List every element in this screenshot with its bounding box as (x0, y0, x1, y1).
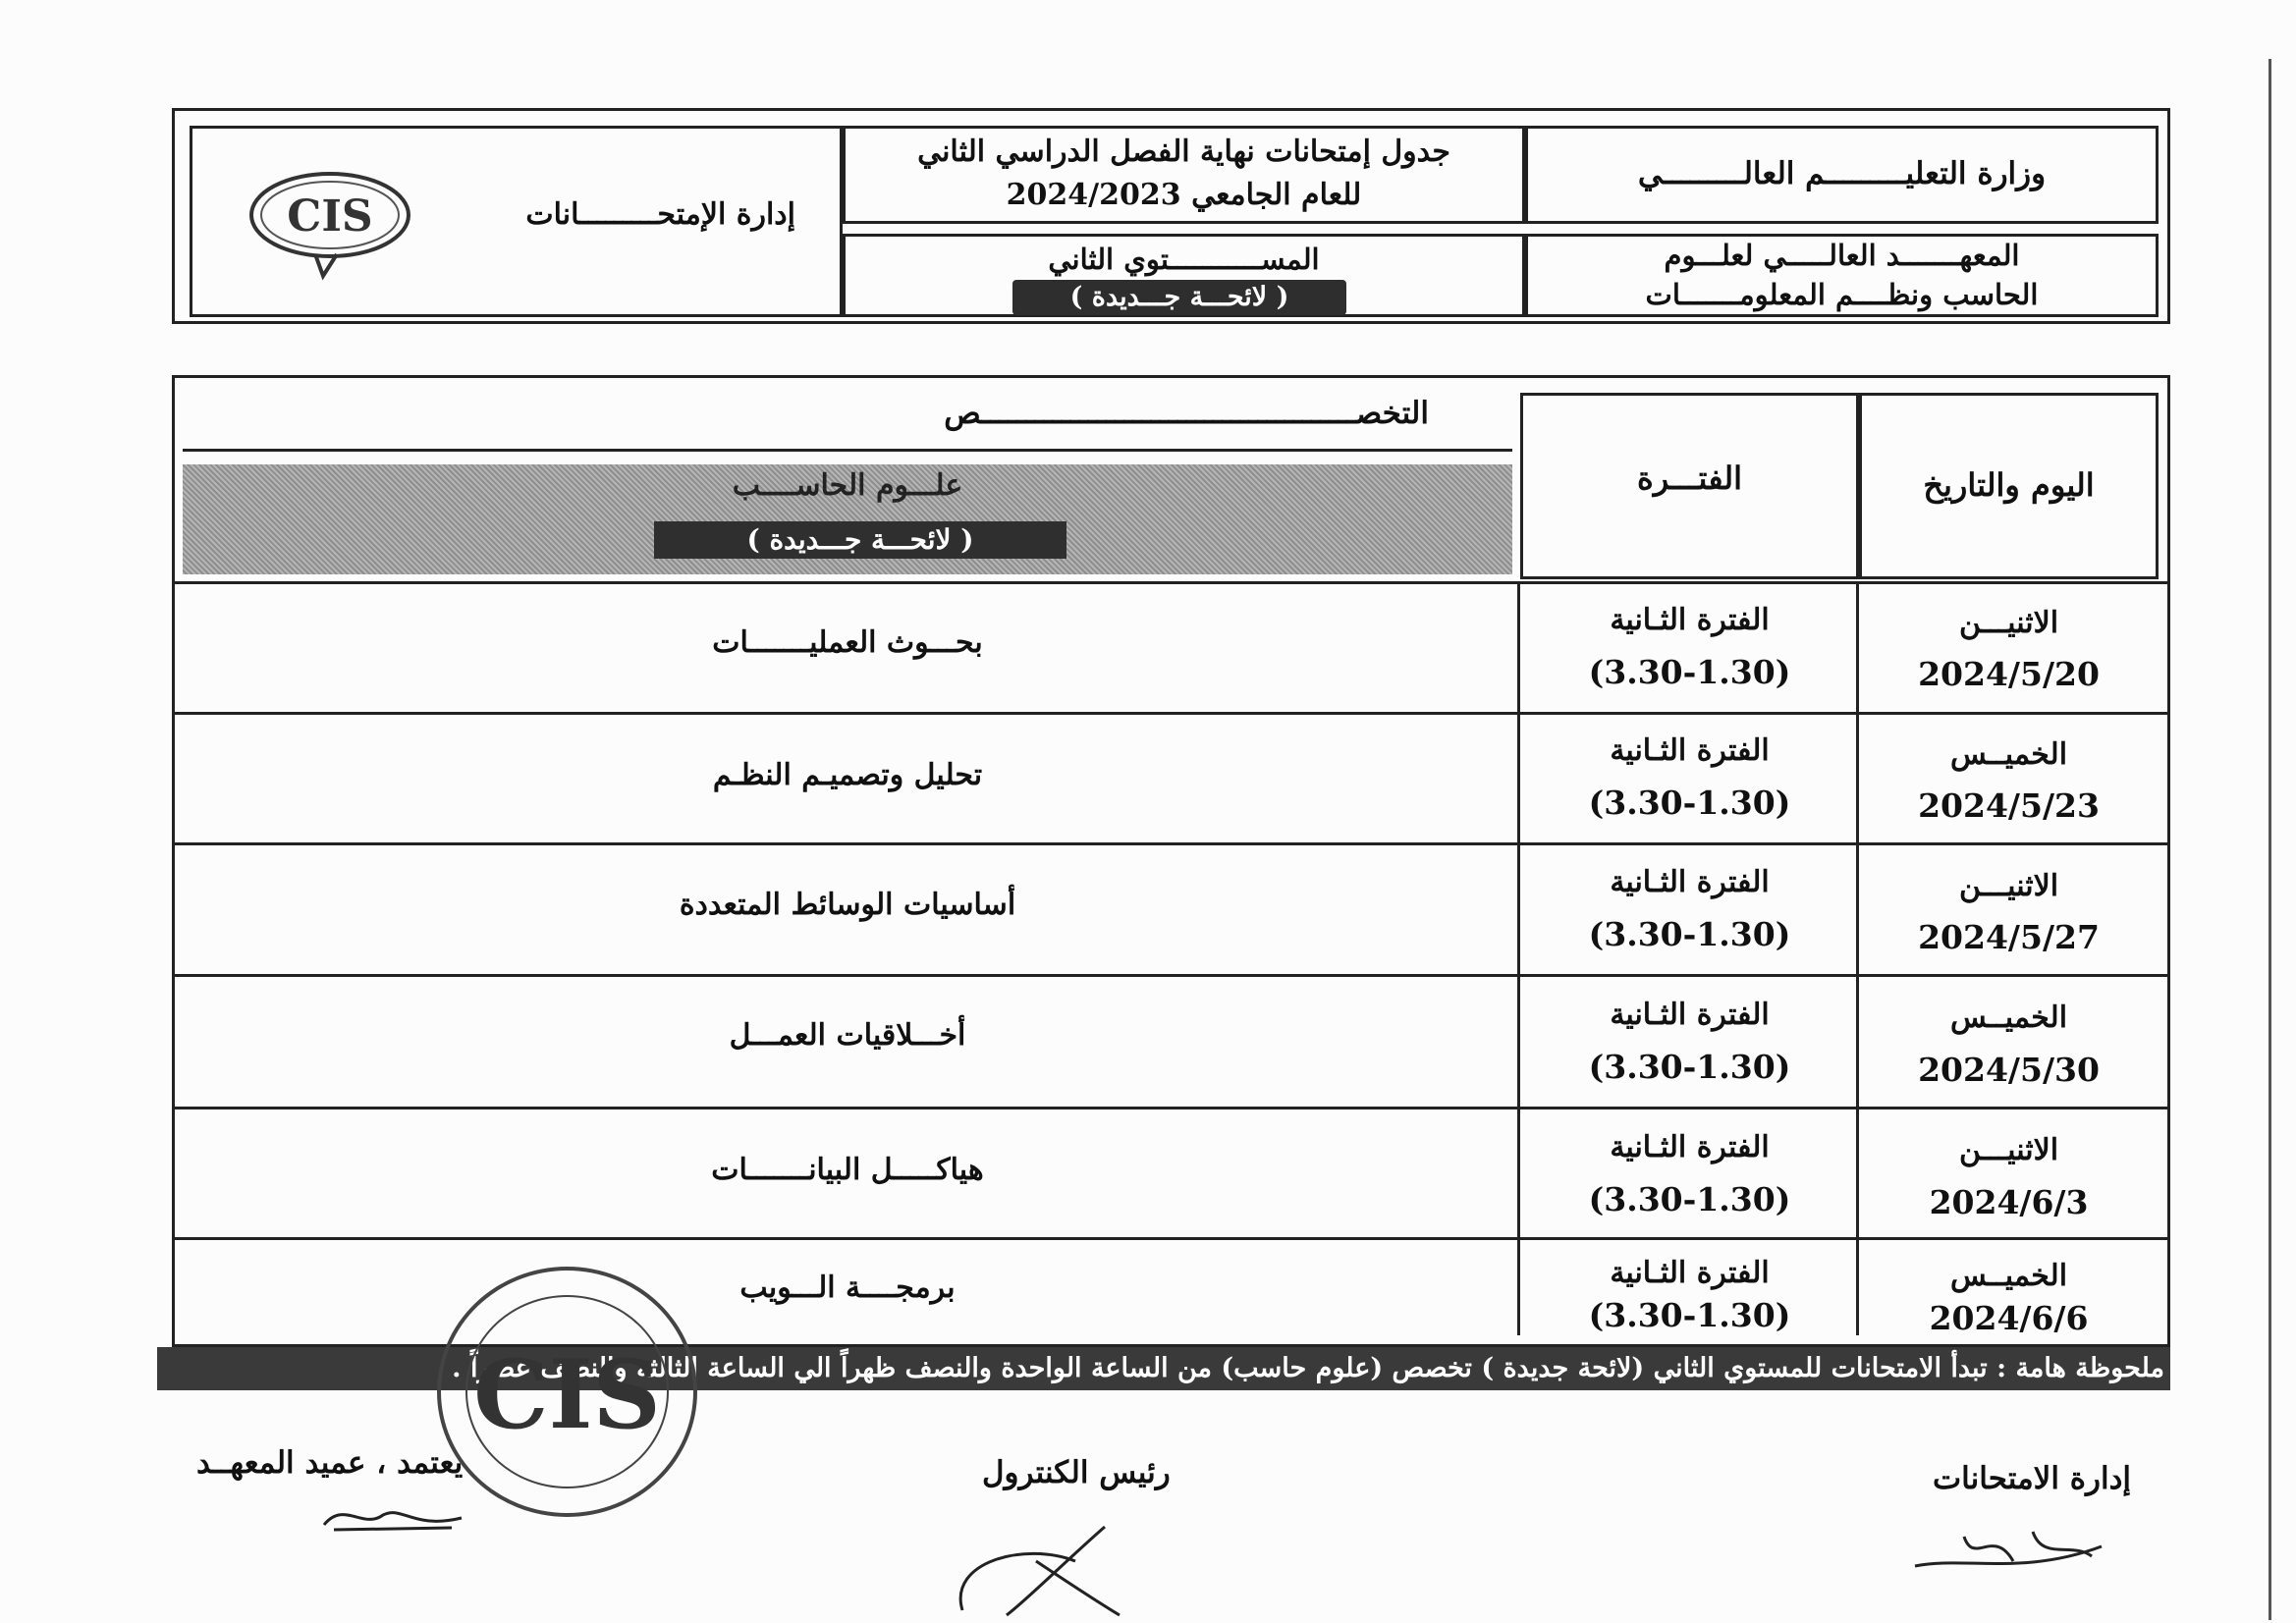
level-label: المســـــــــــتوي الثاني (1048, 243, 1320, 276)
row-date: 2024/6/3 (1929, 1183, 2089, 1221)
ministry-cell (1525, 126, 2159, 224)
row-period: الفترة الثـانية (1610, 733, 1770, 768)
row-separator (175, 712, 2167, 715)
col-header-spec: التخصــــــــــــــــــــــــــــــــــــــــــص (944, 396, 1429, 431)
row-day: الاثنيـــن (1958, 869, 2059, 903)
row-date: 2024/5/27 (1918, 918, 2100, 956)
col-header-date: اليوم والتاريخ (1923, 466, 2095, 504)
row-period: الفترة الثـانية (1610, 998, 1770, 1032)
date-header-cell (1859, 393, 2159, 579)
cis-logo (246, 168, 418, 258)
row-period: الفترة الثـانية (1610, 865, 1770, 899)
signature-dean: يعتمد ، عميد المعهــد (196, 1445, 464, 1481)
row-subject: هياكـــــل البيانـــــــات (711, 1153, 984, 1187)
row-date: 2024/5/30 (1918, 1051, 2100, 1089)
row-period: الفترة الثـانية (1610, 603, 1770, 637)
admin-cell (190, 126, 843, 317)
level-cell (843, 234, 1525, 317)
row-subject: بحـــوث العمليـــــــات (712, 625, 983, 660)
signature-scribble-admin (1905, 1517, 2131, 1586)
exam-schedule-table (172, 375, 2170, 1347)
important-note: ملحوظة هامة : تبدأ الامتحانات للمستوي الثاني (لائحة جديدة ) تخصص (علوم حاسب) من الساعة الواحدة والنصف ظهراً الي الساعة الثالثة والنصف عصراً . (157, 1347, 2170, 1390)
row-subject: أخـــلاقيات العمـــل (729, 1018, 966, 1053)
signature-control-head: رئيس الكنترول (982, 1455, 1171, 1490)
ministry-name: وزارة التعليـــــــــم العالـــــــــي (1637, 156, 2047, 191)
regulation-badge: ( لائحـــة جـــديدة ) (1012, 280, 1346, 315)
spec-name: علـــوم الحاســــب (732, 468, 963, 503)
exams-admin-label: إدارة الإمتحـــــــــانات (525, 197, 795, 232)
period-header-cell (1520, 393, 1859, 579)
row-time: (3.30-1.30) (1588, 784, 1791, 822)
spec-regulation-badge: ( لائحـــة جـــديدة ) (654, 521, 1066, 559)
row-separator (175, 842, 2167, 845)
row-date: 2024/5/23 (1918, 786, 2100, 825)
row-subject: أساسيات الوسائط المتعددة (679, 888, 1016, 922)
signature-exams-admin: إدارة الامتحانات (1933, 1461, 2131, 1496)
row-time: (3.30-1.30) (1588, 1180, 1791, 1218)
col-divider-1 (1517, 584, 1520, 1335)
title-cell (843, 126, 1525, 224)
col-header-period: الفتـــرة (1636, 460, 1743, 497)
row-subject: برمجــــة الـــويب (739, 1271, 956, 1305)
row-time: (3.30-1.30) (1588, 1296, 1791, 1334)
row-period: الفترة الثـانية (1610, 1130, 1770, 1164)
row-day: الاثنيـــن (1958, 1133, 2059, 1167)
row-time: (3.30-1.30) (1588, 653, 1791, 691)
row-time: (3.30-1.30) (1588, 915, 1791, 953)
row-separator (175, 1237, 2167, 1240)
row-day: الخميــس (1949, 1259, 2068, 1293)
row-separator (175, 974, 2167, 977)
signature-scribble-control (948, 1522, 1134, 1620)
row-date: 2024/5/20 (1918, 655, 2100, 693)
header-table (172, 108, 2170, 324)
academic-year: للعام الجامعي 2024/2023 (1006, 178, 1362, 212)
row-separator (175, 581, 2167, 584)
scan-edge-line (2269, 59, 2271, 1620)
row-day: الخميــس (1949, 737, 2068, 772)
row-day: الاثنيـــن (1958, 606, 2059, 640)
row-subject: تحليل وتصميـم النظـم (712, 758, 983, 792)
exam-title: جدول إمتحانات نهاية الفصل الدراسي الثاني (917, 135, 1450, 169)
spec-header-cell (175, 393, 1520, 579)
row-separator (175, 1107, 2167, 1109)
institute-stamp (437, 1267, 697, 1517)
logo-text: CIS (287, 191, 373, 242)
institute-line2: الحاسب ونظــــم المعلومـــــــات (1645, 278, 2039, 311)
spec-name-band (183, 464, 1512, 574)
row-time: (3.30-1.30) (1588, 1048, 1791, 1086)
signature-scribble-dean (314, 1490, 471, 1540)
row-period: الفترة الثـانية (1610, 1256, 1770, 1290)
stamp-text: CIS (473, 1339, 661, 1450)
spec-divider (183, 449, 1512, 452)
institute-line1: المعهـــــــد العالـــــي لعلـــوم (1664, 239, 2020, 272)
row-date: 2024/6/6 (1929, 1299, 2089, 1337)
institute-cell (1525, 234, 2159, 317)
row-day: الخميــس (1949, 1001, 2068, 1035)
